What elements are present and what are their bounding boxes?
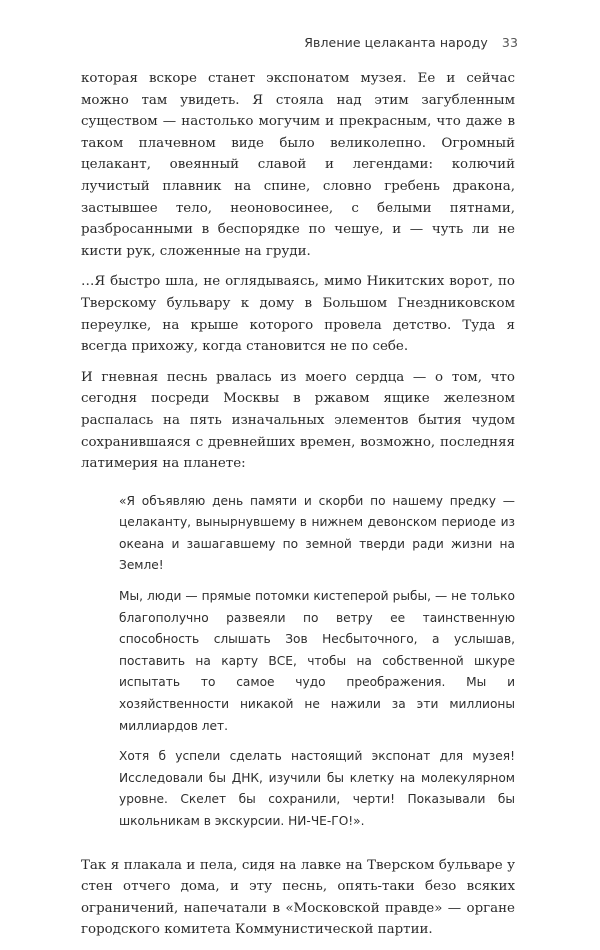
body-text: [81, 68, 515, 950]
quote-paragraph: «Я объявляю день памяти и скорби по нашему предку — целаканту, вынырнувшему в нижнем девонском периоде из океана и зашагавшему по земной тверди ради жизни на Земле!: [119, 493, 515, 573]
paragraph: И гневная песнь рвалась из моего сердца — о том, что сегодня посреди Москвы в ржавом ящике железном распалась на пять изначальных элементов бытия чудом сохранившаяся с древнейших времен, возможно, последняя латимерия на планете:: [81, 369, 515, 472]
block-quote: [119, 491, 515, 833]
closing-paragraph: Так я плакала и пела, сидя на лавке на Тверском бульваре у стен отчего дома, и эту песнь, опять-таки безо всяких ограничений, напечатали в «Московской правде» — органе городского комитета Коммунистической партии.: [81, 857, 515, 938]
running-title: Явление целаканта народу: [304, 35, 488, 50]
paragraph: …Я быстро шла, не оглядываясь, мимо Никитских ворот, по Тверскому бульвару к дому в Большом Гнездниковском переулке, на крыше которого провела детство. Туда я всегда прихожу, когда становится не по себе.: [81, 274, 515, 355]
quote-paragraph: Хотя б успели сделать настоящий экспонат для музея! Исследовали бы ДНК, изучили бы клетку на молекулярном уровне. Скелет бы сохранили, черти! Показывали бы школьникам в экскурсии. НИ-ЧЕ-ГО!».: [119, 749, 515, 828]
quote-paragraph: Мы, люди — прямые потомки кистеперой рыбы, — не только благополучно развеяли по ветру ее таинственную способность слышать Зов Несбыточного, а услышав, поставить на карту ВСЕ, чтобы на собственной шкуре испытать то самое чудо преображения. Мы и хозяйственности никакой не нажили за эти миллионы миллиардов лет.: [119, 589, 515, 733]
paragraph: которая вскоре станет экспонатом музея. Ее и сейчас можно там увидеть. Я стояла над этим загубленным существом — настолько могучим и прекрасным, что даже в таком плачевном виде было великолепно. Огромный целакант, овеянный славой и легендами: колючий лучистый плавник на спине, словно гребень дракона, застывшее тело, неоновосинее, с белыми пятнами, разбросанными в беспорядке по чешуе, и — чуть ли не кисти рук, сложенные на груди.: [81, 71, 515, 259]
running-head: [304, 35, 518, 50]
page-number: 33: [501, 35, 518, 50]
